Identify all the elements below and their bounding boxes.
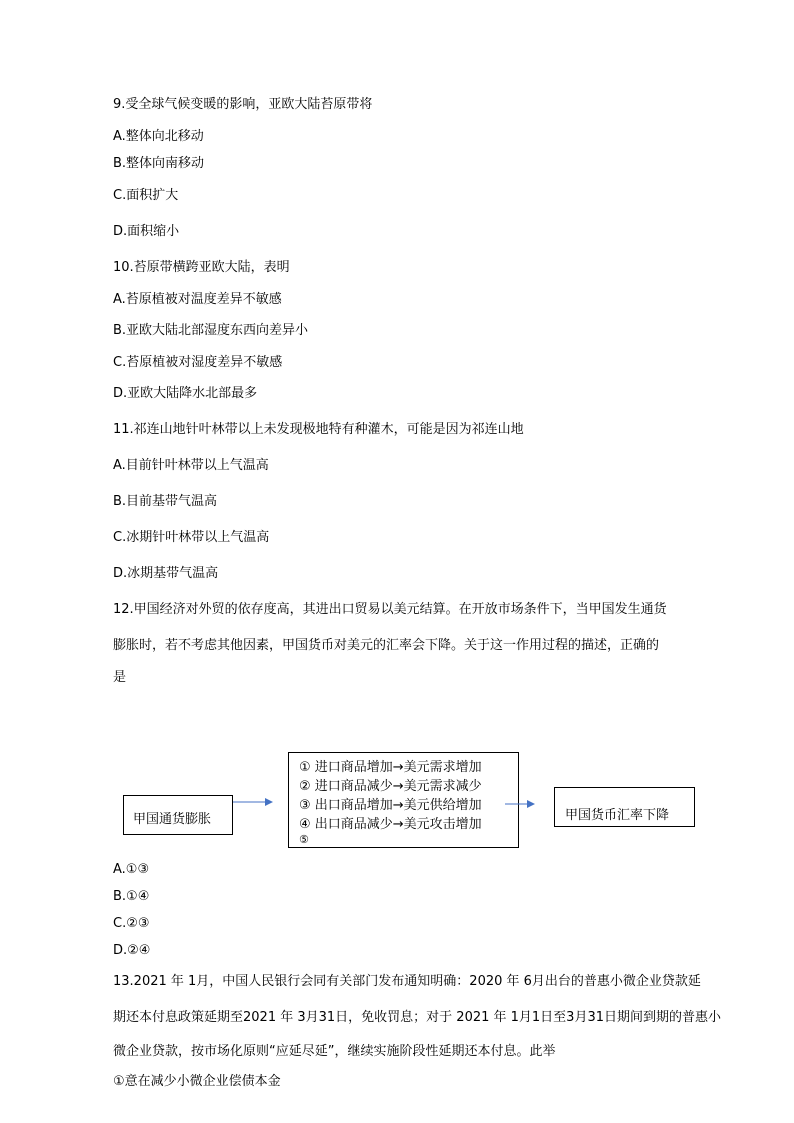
diagram-left-box [123,795,233,835]
q10-option-b: B.亚欧大陆北部湿度东西向差异小 [113,323,309,338]
diagram-item-2: ② 进口商品减少→美元需求减少 [299,779,482,794]
q11-option-a: A.目前针叶林带以上气温高 [113,458,269,473]
q9-option-b: B.整体向南移动 [113,156,205,171]
diagram-item-4: ④ 出口商品减少→美元攻击增加 [299,817,482,832]
diagram-arrow-right [505,799,535,809]
q9-stem: 9.受全球气候变暖的影响，亚欧大陆苔原带将 [113,97,373,112]
q12-option-b: B.①④ [113,889,150,904]
q13-item-1: ①意在减少小微企业偿债本金 [113,1074,281,1089]
q12-option-c: C.②③ [113,916,150,931]
diagram-left-box-label: 甲国通货膨胀 [133,812,212,827]
q10-stem: 10.苔原带横跨亚欧大陆，表明 [113,260,290,275]
q9-option-d: D.面积缩小 [113,224,180,239]
q11-stem: 11.祁连山地针叶林带以上未发现极地特有种灌木，可能是因为祁连山地 [113,422,524,437]
q11-option-b: B.目前基带气温高 [113,494,218,509]
diagram-item-1: ① 进口商品增加→美元需求增加 [299,760,482,775]
diagram-item-3: ③ 出口商品增加→美元供给增加 [299,798,482,813]
diagram-right-box-label: 甲国货币汇率下降 [565,808,670,823]
q12-stem-line-1: 12.甲国经济对外贸的依存度高，其进出口贸易以美元结算。在开放市场条件下，当甲国发生通货 [113,602,667,617]
q12-option-a: A.①③ [113,862,150,877]
q9-option-c: C.面积扩大 [113,188,179,203]
q13-stem-line-2: 期还本付息政策延期至2021 年 3月31日，免收罚息；对于 2021 年 1月1日至3月31日期间到期的普惠小 [113,1010,721,1025]
diagram-item-5: ⑤ [299,833,309,846]
q12-stem-line-3: 是 [113,670,127,685]
q12-option-d: D.②④ [113,943,151,958]
q12-stem-line-2: 膨胀时，若不考虑其他因素，甲国货币对美元的汇率会下降。关于这一作用过程的描述，正确的 [113,638,660,653]
q10-option-d: D.亚欧大陆降水北部最多 [113,386,258,401]
diagram-middle-box [288,752,519,848]
q11-option-c: C.冰期针叶林带以上气温高 [113,530,270,545]
q11-option-d: D.冰期基带气温高 [113,566,219,581]
q10-option-a: A.苔原植被对温度差异不敏感 [113,292,282,307]
q9-option-a: A.整体向北移动 [113,129,204,144]
diagram-arrow-left [233,797,273,807]
q13-stem-line-1: 13.2021 年 1月，中国人民银行会同有关部门发布通知明确：2020 年 6月出台的普惠小微企业贷款延 [113,974,701,989]
q10-option-c: C.苔原植被对湿度差异不敏感 [113,355,283,370]
diagram-right-box [554,787,695,827]
q13-stem-line-3: 微企业贷款，按市场化原则“应延尽延”，继续实施阶段性延期还本付息。此举 [113,1044,556,1059]
